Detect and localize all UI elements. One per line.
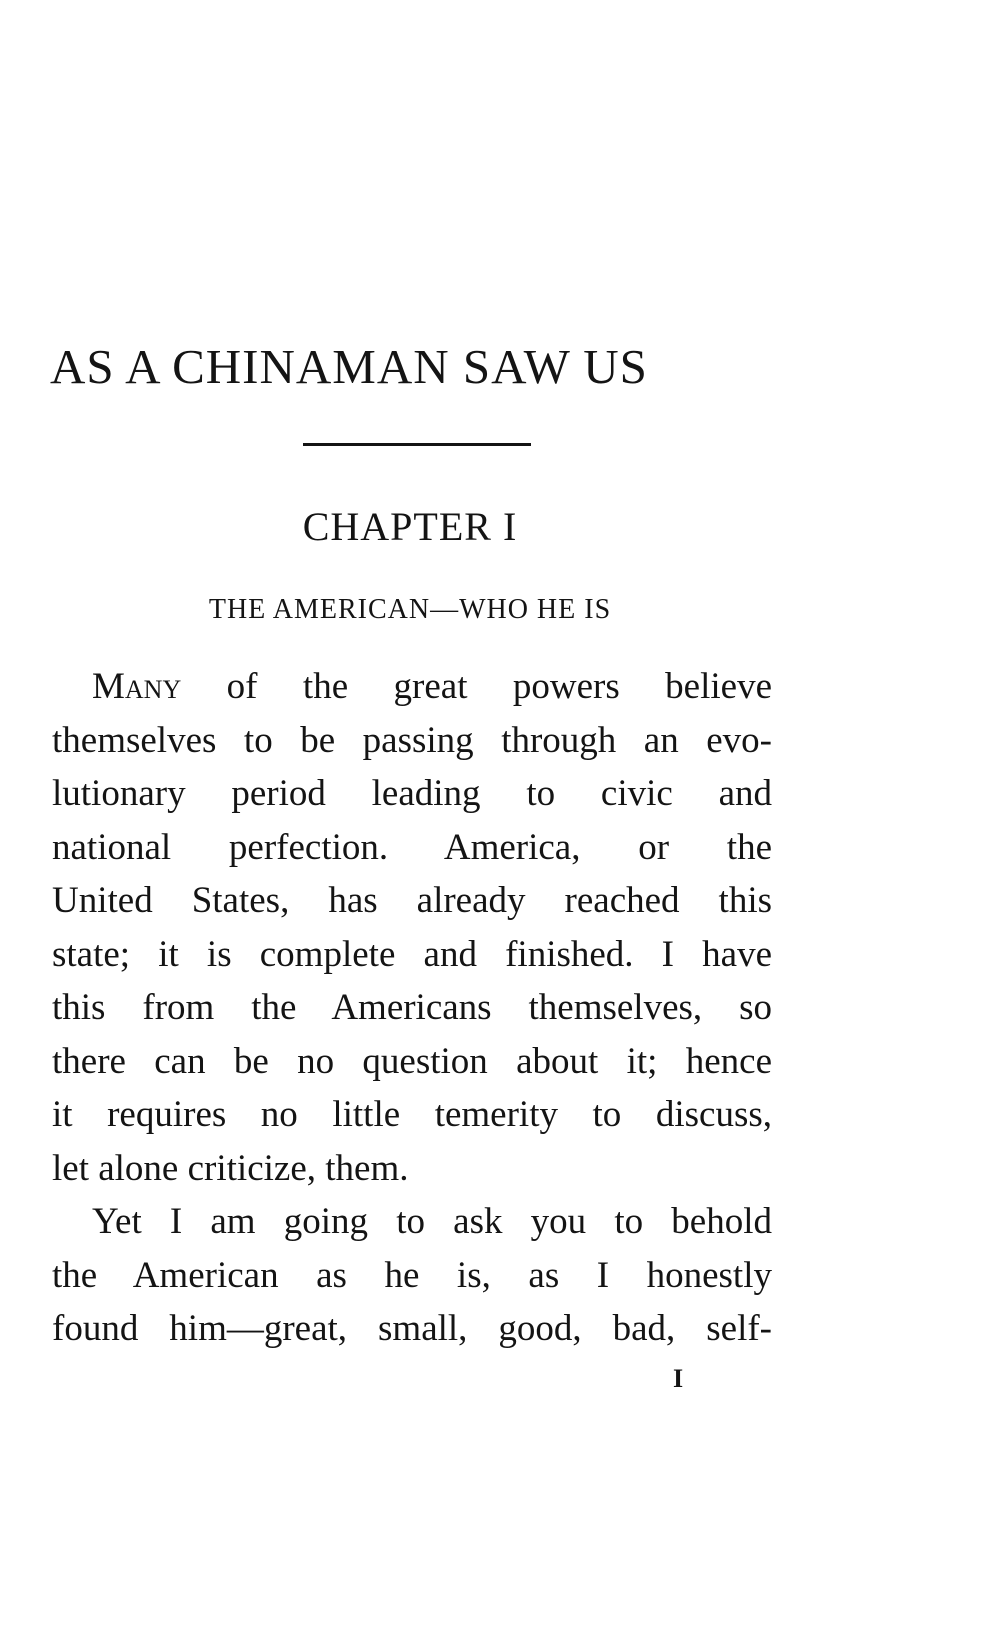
chapter-heading: CHAPTER I	[302, 504, 518, 549]
opening-word-smallcaps: any	[124, 666, 182, 707]
paragraph-1-line: lutionary period leading to civic and	[52, 773, 772, 814]
body-text	[52, 660, 772, 1356]
paragraph-1-line: themselves to be passing through an evo-	[52, 719, 772, 761]
paragraph-2-line-1-text: Yet I am going to ask you to behold	[92, 1201, 772, 1242]
paragraph-1-line: United States, has already reached this	[52, 880, 772, 921]
paragraph-1-line: there can be no question about it; hence	[52, 1040, 772, 1082]
paragraph-1-line: this from the Americans themselves, so	[52, 987, 772, 1028]
page-number: I	[673, 1364, 684, 1393]
book-title: AS A CHINAMAN SAW US	[50, 339, 648, 394]
paragraph-2-line	[52, 1195, 772, 1249]
paragraph-1-line: national perfection. America, or the	[52, 826, 772, 868]
paragraph-2-line: found him—great, small, good, bad, self-	[52, 1308, 772, 1349]
paragraph-1-line: state; it is complete and finished. I have	[52, 933, 772, 975]
paragraph-1-line	[52, 660, 772, 714]
chapter-subtitle: THE AMERICAN—WHO HE IS	[208, 594, 612, 625]
opening-capital: M	[92, 666, 125, 707]
paragraph-1-line-1-rest: of the great powers believe	[226, 666, 772, 707]
paragraph-2-line: the American as he is, as I honestly	[52, 1254, 772, 1296]
paragraph-1-line: let alone criticize, them.	[52, 1147, 409, 1189]
paragraph-1-line: it requires no little temerity to discuss,	[52, 1094, 772, 1135]
title-divider	[303, 443, 531, 446]
